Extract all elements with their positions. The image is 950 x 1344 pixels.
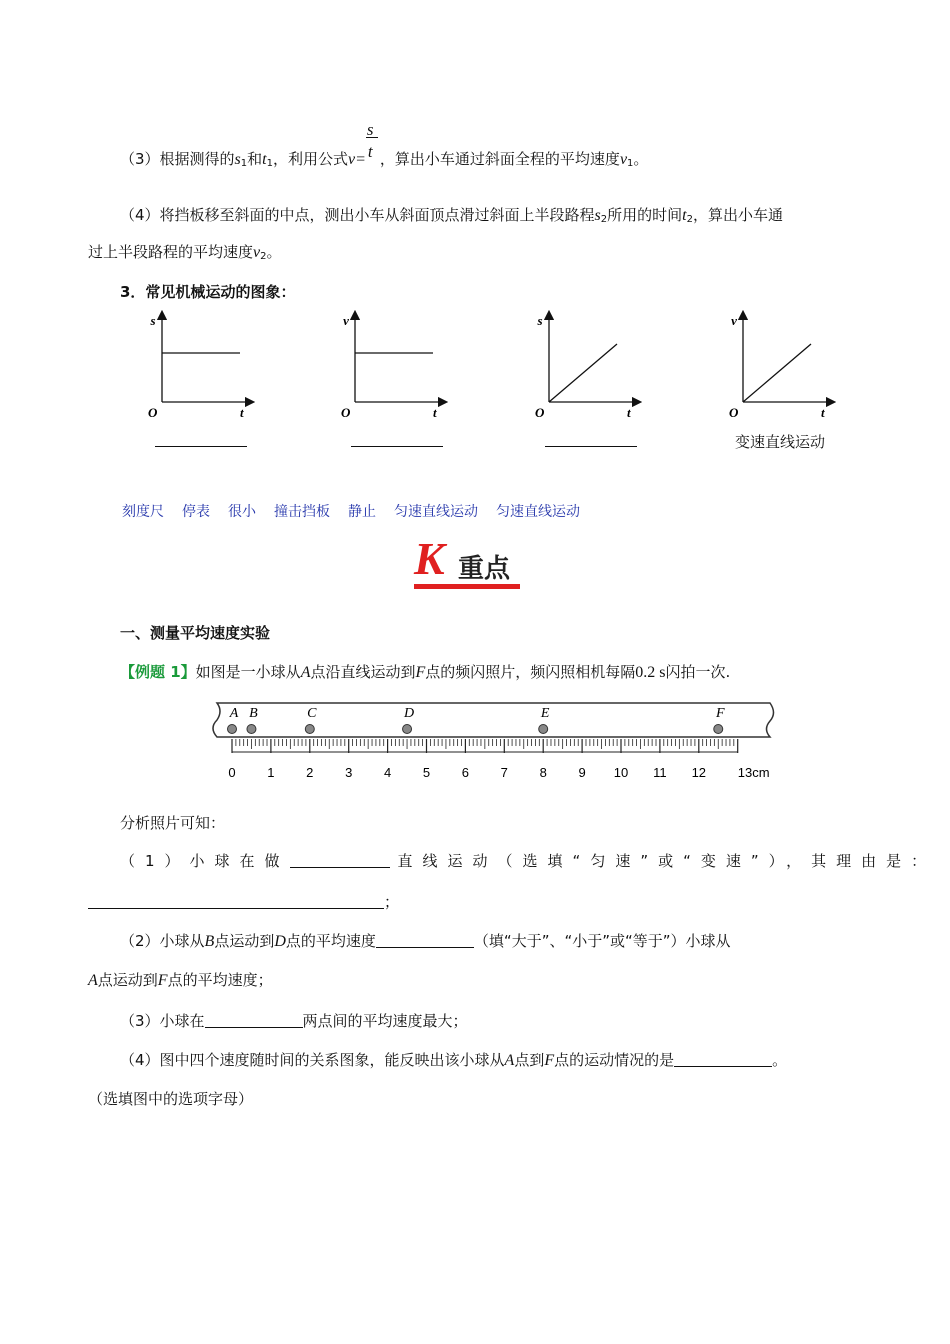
origin-label: O — [535, 405, 545, 420]
y-axis-label: v — [731, 313, 737, 328]
step4-text-d: 过上半段路程的平均速度 — [88, 243, 254, 261]
x-axis-label: t — [821, 405, 825, 420]
step4-line2 — [88, 240, 282, 269]
q4-point-a: A — [504, 1052, 515, 1069]
example-1 — [120, 660, 730, 685]
origin-label: O — [729, 405, 739, 420]
var-t2-sub: 2 — [686, 214, 693, 225]
interval-value: 0.2 s — [635, 664, 666, 681]
answer-7: 匀速直线运动 — [496, 504, 580, 520]
step3-and: 和 — [247, 150, 263, 168]
formula-v: v= — [348, 151, 366, 168]
var-v1: v — [619, 151, 628, 168]
q2-text-b: 点运动到 — [214, 932, 275, 950]
point-label: D — [403, 706, 415, 721]
origin-label: O — [341, 405, 351, 420]
q1-blank-1[interactable] — [290, 851, 390, 868]
step4-text-e: 。 — [266, 243, 282, 261]
graph2-blank — [351, 446, 443, 447]
ruler-points — [228, 706, 725, 734]
ruler-number: 10 — [613, 765, 629, 780]
q4-text-a: （4）图中四个速度随时间的关系图象，能反映出该小球从 — [120, 1051, 505, 1069]
formula-fraction — [366, 120, 380, 164]
motion-graphs-svg — [140, 305, 860, 430]
banner-underline — [414, 584, 520, 589]
step3-mid: ，利用公式 — [273, 150, 349, 168]
ruler-numbers — [228, 765, 769, 780]
banner-text: 重点 — [458, 554, 511, 584]
q4-text-b: 点到 — [514, 1051, 545, 1069]
ball-position — [247, 725, 256, 734]
y-axis-label: v — [343, 313, 349, 328]
q3-text-a: （3）小球在 — [120, 1012, 205, 1030]
ruler-number: 8 — [539, 765, 547, 780]
example-text-c: 点的频闪照片，频闪照相机每隔 — [425, 663, 636, 681]
ruler-svg — [205, 695, 785, 785]
photo-strip — [213, 703, 774, 737]
answer-1: 刻度尺 — [122, 504, 164, 520]
key-points-banner — [414, 533, 520, 590]
ball-position — [403, 725, 412, 734]
y-axis-label: s — [537, 313, 543, 328]
question-2 — [120, 929, 731, 954]
question-3 — [120, 1009, 468, 1033]
step4-line1 — [120, 203, 783, 232]
ruler-number: 0 — [228, 765, 236, 780]
graph4-caption: 变速直线运动 — [735, 433, 826, 451]
q1-end: ； — [384, 893, 400, 911]
q2-text-f: 点的平均速度； — [167, 971, 273, 989]
point-label: C — [307, 706, 317, 721]
graph-line — [743, 344, 811, 402]
q3-text-b: 两点间的平均速度最大； — [302, 1012, 468, 1030]
point-a: A — [300, 664, 311, 681]
q1-text-b: 直线运动（选填“匀速”或“变速”），其理由是： — [397, 852, 937, 870]
var-s1-sub: 1 — [240, 158, 248, 169]
question-4 — [120, 1048, 787, 1073]
q2-text-d: （填“大于”、“小于”或“等于”）小球从 — [473, 932, 731, 950]
step4-text-a: （4）将挡板移至斜面的中点，测出小车从斜面顶点滑过斜面上半段路程 — [120, 206, 595, 224]
ball-position — [539, 725, 548, 734]
q2-text-c: 点的平均速度 — [285, 932, 376, 950]
q4-end: 。 — [772, 1051, 788, 1069]
analysis-lead: 分析照片可知： — [120, 814, 226, 832]
step4-text-c: ，算出小车通 — [693, 206, 784, 224]
section1-title: 一、测量平均速度实验 — [120, 624, 271, 642]
ruler-number: 1 — [267, 765, 275, 780]
ruler-number: 11 — [653, 765, 667, 780]
answer-6: 匀速直线运动 — [394, 504, 478, 520]
q2-text-e: 点运动到 — [97, 971, 158, 989]
point-label: E — [540, 706, 550, 721]
question-4-note: （选填图中的选项字母） — [88, 1090, 254, 1108]
x-axis-label: t — [240, 405, 244, 420]
graph3-blank — [545, 446, 637, 447]
answer-5: 静止 — [348, 504, 376, 520]
graph-2 — [341, 313, 443, 420]
q1-text-a: （1）小球在做 — [120, 852, 290, 870]
x-axis-label: t — [627, 405, 631, 420]
ruler-number: 3 — [345, 765, 353, 780]
var-v1-sub: 1 — [627, 158, 634, 169]
graph-1 — [148, 313, 250, 420]
ruler-number: 12 — [691, 765, 707, 780]
graph-4 — [729, 313, 831, 420]
example-text-a: 如图是一小球从 — [195, 663, 301, 681]
graph-3 — [535, 313, 637, 420]
point-label: A — [229, 706, 239, 721]
q4-text-c: 点的运动情况的是 — [554, 1051, 675, 1069]
var-s2: s — [594, 207, 601, 224]
ruler-ticks — [232, 739, 738, 753]
graph-line — [549, 344, 617, 402]
q1-blank-2[interactable] — [88, 892, 384, 909]
var-t2: t — [682, 207, 687, 224]
question-2-line2 — [88, 968, 273, 993]
fraction-denominator: t — [367, 142, 373, 161]
var-v2: v — [253, 244, 261, 261]
graph1-blank — [155, 446, 247, 447]
fraction-numerator: s — [366, 120, 374, 139]
q4-blank[interactable] — [674, 1050, 772, 1067]
step4-text-b: 所用的时间 — [607, 206, 683, 224]
ball-position — [305, 725, 314, 734]
point-label: B — [249, 706, 258, 721]
ball-position — [714, 725, 723, 734]
var-t1-sub: 1 — [266, 158, 273, 169]
q2-point-a: A — [88, 972, 98, 989]
q2-blank[interactable] — [376, 931, 474, 948]
answer-2: 停表 — [182, 504, 210, 520]
ball-position — [228, 725, 237, 734]
q2-point-d: D — [274, 933, 286, 950]
motion-graphs — [140, 305, 860, 430]
origin-label: O — [148, 405, 158, 420]
answer-3: 很小 — [228, 504, 256, 520]
answer-key — [122, 501, 598, 521]
q2-point-b: B — [204, 933, 215, 950]
banner-letter: K — [414, 533, 445, 584]
question-1 — [120, 849, 936, 873]
example-tag: 【例题 1】 — [120, 663, 196, 681]
ruler-number: 9 — [578, 765, 586, 780]
fraction-bar — [366, 137, 378, 138]
x-axis-label: t — [433, 405, 437, 420]
var-s1: s — [234, 151, 241, 168]
section3-title: 3．常见机械运动的图象： — [120, 283, 296, 301]
example-text-d: 闪拍一次. — [665, 663, 731, 681]
q2-point-f: F — [157, 972, 168, 989]
q3-blank[interactable] — [205, 1011, 303, 1028]
y-axis-label: s — [150, 313, 156, 328]
step3-suffix: ，算出小车通过斜面全程的平均速度 — [379, 150, 620, 168]
step3-end: 。 — [633, 150, 649, 168]
var-v2-sub: 2 — [260, 251, 267, 262]
var-s2-sub: 2 — [600, 214, 608, 225]
ruler-figure — [205, 695, 785, 785]
ruler-number: 5 — [422, 765, 431, 780]
q2-text-a: （2）小球从 — [120, 932, 205, 950]
step3-line — [120, 120, 649, 176]
ruler-number: 6 — [461, 765, 470, 780]
point-f: F — [415, 664, 426, 681]
ruler-number: 13cm — [737, 765, 770, 780]
example-text-b: 点沿直线运动到 — [310, 663, 416, 681]
q4-point-f: F — [544, 1052, 555, 1069]
ruler-number: 7 — [500, 765, 508, 780]
answer-4: 撞击挡板 — [274, 504, 330, 520]
question-1-line2 — [88, 890, 399, 914]
ruler-number: 4 — [383, 765, 392, 780]
step3-text: （3）根据测得的 — [120, 150, 235, 168]
var-t1: t — [262, 151, 267, 168]
point-label: F — [715, 706, 725, 721]
ruler-number: 2 — [306, 765, 314, 780]
